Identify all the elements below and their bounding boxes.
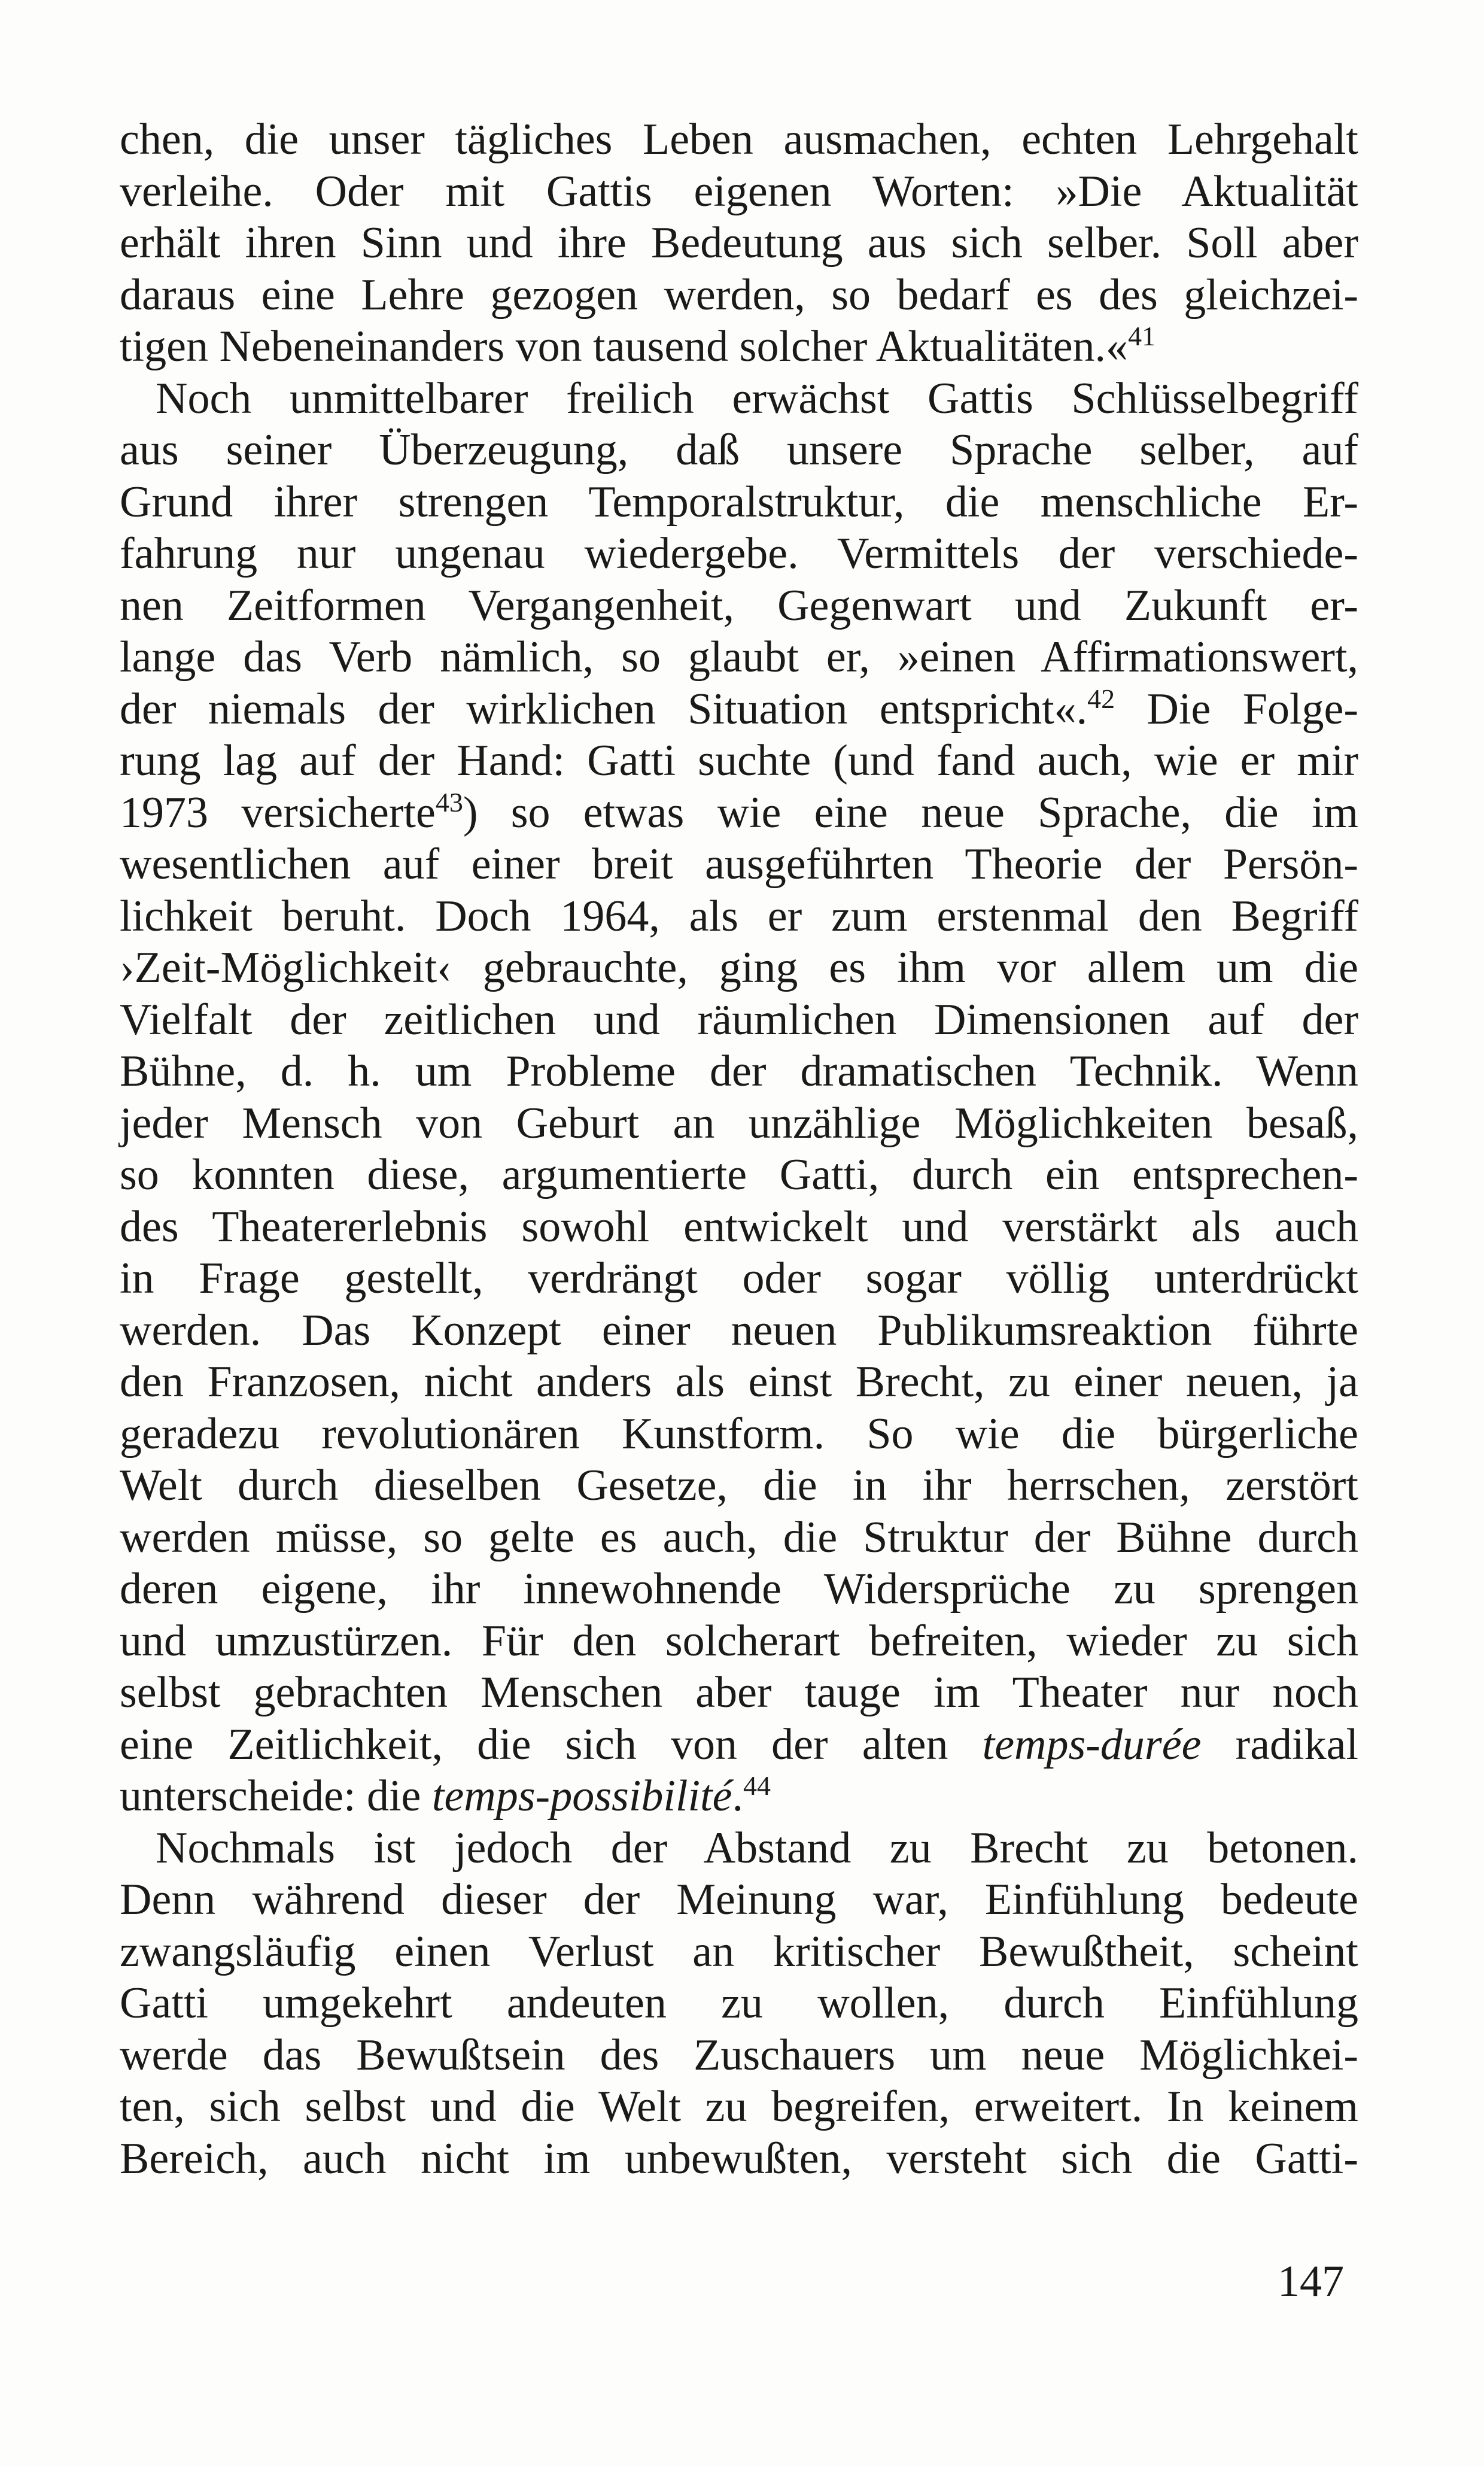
text-segment: in Frage gestellt, verdrängt oder sogar völlig unterdrückt xyxy=(120,1254,1358,1303)
footnote-marker: 41 xyxy=(1128,321,1156,351)
text-segment: Nochmals ist jedoch der Abstand zu Brecht zu betonen. xyxy=(156,1823,1358,1873)
text-segment: deren eigene, ihr innewohnende Widersprüche zu sprengen xyxy=(120,1564,1358,1614)
text-line xyxy=(120,631,1358,683)
text-segment: 1973 versicherte xyxy=(120,788,436,837)
italic-term: temps-possibilité xyxy=(431,1772,732,1821)
text-line xyxy=(120,1977,1358,2029)
text-line xyxy=(120,1098,1358,1150)
text-line xyxy=(120,1305,1358,1357)
text-segment: den Franzosen, nicht anders als einst Brecht, zu einer neuen, ja xyxy=(120,1357,1358,1406)
text-line xyxy=(120,528,1358,580)
text-line xyxy=(120,1874,1358,1926)
text-segment: Noch unmittelbarer freilich erwächst Gattis Schlüsselbegriff xyxy=(156,373,1358,423)
text-segment: chen, die unser tägliches Leben ausmachen, echten Lehrgehalt xyxy=(120,115,1358,164)
text-segment: Denn während dieser der Meinung war, Einfühlung bedeute xyxy=(120,1875,1358,1924)
text-line xyxy=(120,1770,1358,1822)
text-segment: eine Zeitlichkeit, die sich von der alten xyxy=(120,1719,983,1769)
text-line xyxy=(120,1926,1358,1978)
text-segment: Bühne, d. h. um Probleme der dramatischen Technik. Wenn xyxy=(120,1047,1358,1096)
text-segment: werde das Bewußtsein des Zuschauers um neue Möglichkei- xyxy=(120,2030,1358,2080)
text-line xyxy=(120,942,1358,994)
text-line xyxy=(120,1667,1358,1719)
text-line xyxy=(120,1408,1358,1460)
text-segment: nen Zeitformen Vergangenheit, Gegenwart und Zukunft er- xyxy=(120,581,1358,630)
text-segment: Vielfalt der zeitlichen und räumlichen Dimensionen auf der xyxy=(120,995,1358,1044)
text-line xyxy=(120,683,1358,736)
text-line xyxy=(120,2081,1358,2133)
text-line xyxy=(120,1201,1358,1253)
page-number: 147 xyxy=(1278,2257,1344,2306)
footnote-marker: 44 xyxy=(743,1770,771,1801)
text-segment: lichkeit beruht. Doch 1964, als er zum erstenmal den Begriff xyxy=(120,891,1358,941)
text-segment: fahrung nur ungenau wiedergebe. Vermittels der verschiede- xyxy=(120,529,1358,578)
text-line xyxy=(120,1719,1358,1771)
body-text xyxy=(120,114,1358,2185)
text-segment: geradezu revolutionären Kunstform. So wie die bürgerliche xyxy=(120,1409,1358,1459)
italic-term: temps-durée xyxy=(982,1719,1202,1769)
text-line xyxy=(120,787,1358,839)
text-line xyxy=(120,1615,1358,1667)
text-line xyxy=(120,424,1358,476)
text-line xyxy=(120,994,1358,1046)
text-segment: Bereich, auch nicht im unbewußten, versteht sich die Gatti- xyxy=(120,2134,1358,2183)
text-segment: des Theatererlebnis sowohl entwickelt und verstärkt als auch xyxy=(120,1202,1358,1251)
text-line xyxy=(120,1356,1358,1408)
text-line xyxy=(120,838,1358,891)
text-line xyxy=(120,580,1358,632)
text-line xyxy=(120,269,1358,321)
footnote-marker: 42 xyxy=(1087,683,1115,714)
text-line xyxy=(120,373,1358,425)
text-segment: Welt durch dieselben Gesetze, die in ihr herrschen, zerstört xyxy=(120,1461,1358,1510)
text-line xyxy=(120,166,1358,218)
text-segment: daraus eine Lehre gezogen werden, so bedarf es des gleichzei- xyxy=(120,270,1358,320)
text-segment: Gatti umgekehrt andeuten zu wollen, durch Einfühlung xyxy=(120,1979,1358,2028)
text-line xyxy=(120,735,1358,787)
text-segment: wesentlichen auf einer breit ausgeführten Theorie der Persön- xyxy=(120,840,1358,889)
text-segment: selbst gebrachten Menschen aber tauge im Theater nur noch xyxy=(120,1668,1358,1717)
text-segment: so konnten diese, argumentierte Gatti, durch ein entsprechen- xyxy=(120,1150,1358,1199)
text-segment: der niemals der wirklichen Situation entspricht«. xyxy=(120,684,1088,734)
text-line xyxy=(120,891,1358,943)
text-line xyxy=(120,1253,1358,1305)
text-segment: aus seiner Überzeugung, daß unsere Sprache selber, auf xyxy=(120,426,1358,475)
text-segment: ten, sich selbst und die Welt zu begreifen, erweitert. In keinem xyxy=(120,2082,1358,2131)
text-line xyxy=(120,217,1358,269)
text-segment: erhält ihren Sinn und ihre Bedeutung aus sich selber. Soll aber xyxy=(120,218,1358,268)
text-segment: jeder Mensch von Geburt an unzählige Möglichkeiten besaß, xyxy=(120,1098,1358,1148)
text-segment: lange das Verb nämlich, so glaubt er, »einen Affirmationswert, xyxy=(120,633,1358,682)
text-line xyxy=(120,1046,1358,1098)
text-segment: ) so etwas wie eine neue Sprache, die im xyxy=(463,788,1358,837)
footnote-marker: 43 xyxy=(435,786,463,818)
text-line xyxy=(120,2029,1358,2082)
text-segment: rung lag auf der Hand: Gatti suchte (und fand auch, wie er mir xyxy=(120,736,1358,785)
text-line xyxy=(120,1563,1358,1615)
text-segment: . xyxy=(732,1772,743,1821)
text-line xyxy=(120,1460,1358,1512)
text-line xyxy=(120,2133,1358,2185)
text-segment: Grund ihrer strengen Temporalstruktur, die menschliche Er- xyxy=(120,477,1358,527)
text-line xyxy=(120,1822,1358,1874)
text-segment: unterscheide: die xyxy=(120,1772,432,1821)
text-segment: ›Zeit-Möglichkeit‹ gebrauchte, ging es ihm vor allem um die xyxy=(120,943,1358,992)
text-segment: radikal xyxy=(1201,1719,1358,1769)
text-line xyxy=(120,1512,1358,1564)
text-segment: zwangsläufig einen Verlust an kritischer Bewußtheit, scheint xyxy=(120,1927,1358,1976)
text-line xyxy=(120,476,1358,528)
text-line xyxy=(120,114,1358,166)
text-segment: Die Folge- xyxy=(1115,684,1359,734)
text-segment: tigen Nebeneinanders von tausend solcher Aktualitäten.« xyxy=(120,322,1129,371)
text-segment: verleihe. Oder mit Gattis eigenen Worten: »Die Aktualität xyxy=(120,166,1358,216)
text-segment: werden. Das Konzept einer neuen Publikumsreaktion führte xyxy=(120,1305,1358,1355)
text-line xyxy=(120,321,1358,373)
text-line xyxy=(120,1149,1358,1201)
text-segment: werden müsse, so gelte es auch, die Struktur der Bühne durch xyxy=(120,1512,1358,1562)
text-segment: und umzustürzen. Für den solcherart befreiten, wieder zu sich xyxy=(120,1616,1358,1666)
